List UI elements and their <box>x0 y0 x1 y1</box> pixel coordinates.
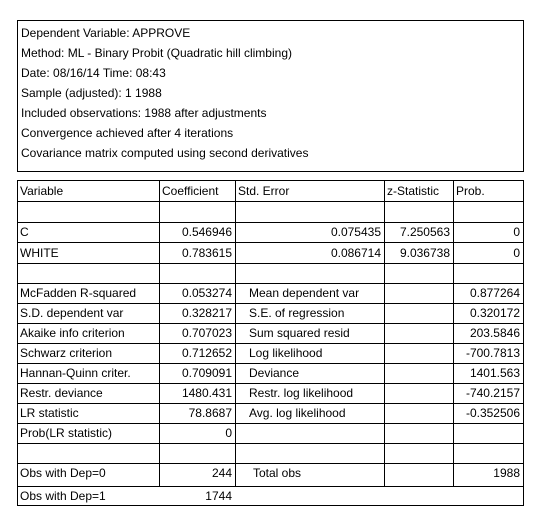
header-convergence: Convergence achieved after 4 iterations <box>21 126 234 140</box>
coef-std-error: 0.075435 <box>330 225 381 239</box>
stat-label: Restr. deviance <box>20 386 103 400</box>
header-sample: Sample (adjusted): 1 1988 <box>21 86 162 100</box>
stat-value-2: 203.5846 <box>469 326 520 340</box>
header-dependent-variable: Dependent Variable: APPROVE <box>21 26 191 40</box>
stat-label: LR statistic <box>20 406 79 420</box>
stat-label-2: Sum squared resid <box>249 326 350 340</box>
coef-prob: 0 <box>513 246 520 260</box>
header-covariance: Covariance matrix computed using second derivatives <box>21 146 309 160</box>
row-divider <box>17 263 524 264</box>
col-header-prob: Prob. <box>456 184 485 198</box>
row-divider <box>17 201 524 202</box>
obs-label-2: Total obs <box>253 466 302 480</box>
stat-value-2: 0.877264 <box>469 286 520 300</box>
stat-label: Akaike info criterion <box>20 326 125 340</box>
stat-value-2: 0.320172 <box>469 306 520 320</box>
obs-label: Obs with Dep=0 <box>20 466 106 480</box>
coef-variable: C <box>20 225 29 239</box>
stat-label: S.D. dependent var <box>20 306 124 320</box>
coef-prob: 0 <box>513 225 520 239</box>
coef-std-error: 0.086714 <box>330 246 381 260</box>
header-method: Method: ML - Binary Probit (Quadratic hill climbing) <box>21 46 292 60</box>
stat-value: 0 <box>225 426 232 440</box>
col-header-z-statistic: z-Statistic <box>387 184 440 198</box>
row-divider <box>17 242 524 243</box>
stat-value: 78.8687 <box>188 406 232 420</box>
header-date-time: Date: 08/16/14 Time: 08:43 <box>21 66 166 80</box>
coef-variable: WHITE <box>20 246 59 260</box>
stat-value: 0.707023 <box>181 326 232 340</box>
stat-value: 0.328217 <box>181 306 232 320</box>
coef-coefficient: 0.546946 <box>181 225 232 239</box>
coef-coefficient: 0.783615 <box>181 246 232 260</box>
stat-label: Hannan-Quinn criter. <box>20 366 131 380</box>
probit-output-sheet <box>17 20 524 506</box>
stat-value-2: 1401.563 <box>469 366 520 380</box>
col-header-variable: Variable <box>20 184 64 198</box>
stat-label: Prob(LR statistic) <box>20 426 113 440</box>
obs-label: Obs with Dep=1 <box>20 489 106 503</box>
stat-label-2: Restr. log likelihood <box>249 386 354 400</box>
obs-value: 244 <box>211 466 232 480</box>
stat-label-2: S.E. of regression <box>249 306 345 320</box>
stat-value-2: -740.2157 <box>465 386 520 400</box>
stat-label-2: Mean dependent var <box>249 286 360 300</box>
row-divider <box>17 443 524 444</box>
stat-label-2: Deviance <box>249 366 300 380</box>
stat-value: 0.712652 <box>181 346 232 360</box>
stat-label: McFadden R-squared <box>20 286 137 300</box>
col-header-coefficient: Coefficient <box>162 184 219 198</box>
stat-value: 1480.431 <box>181 386 232 400</box>
stat-value-2: -0.352506 <box>465 406 520 420</box>
obs-value-2: 1988 <box>493 466 520 480</box>
col-header-std-error: Std. Error <box>238 184 290 198</box>
coef-z-stat: 9.036738 <box>399 246 450 260</box>
stat-value: 0.709091 <box>181 366 232 380</box>
stat-label: Schwarz criterion <box>20 346 113 360</box>
obs-value: 1744 <box>205 489 232 503</box>
stat-value-2: -700.7813 <box>465 346 520 360</box>
stat-label-2: Log likelihood <box>249 346 323 360</box>
stat-label-2: Avg. log likelihood <box>249 406 346 420</box>
header-observations: Included observations: 1988 after adjustments <box>21 106 267 120</box>
coef-z-stat: 7.250563 <box>399 225 450 239</box>
stat-value: 0.053274 <box>181 286 232 300</box>
